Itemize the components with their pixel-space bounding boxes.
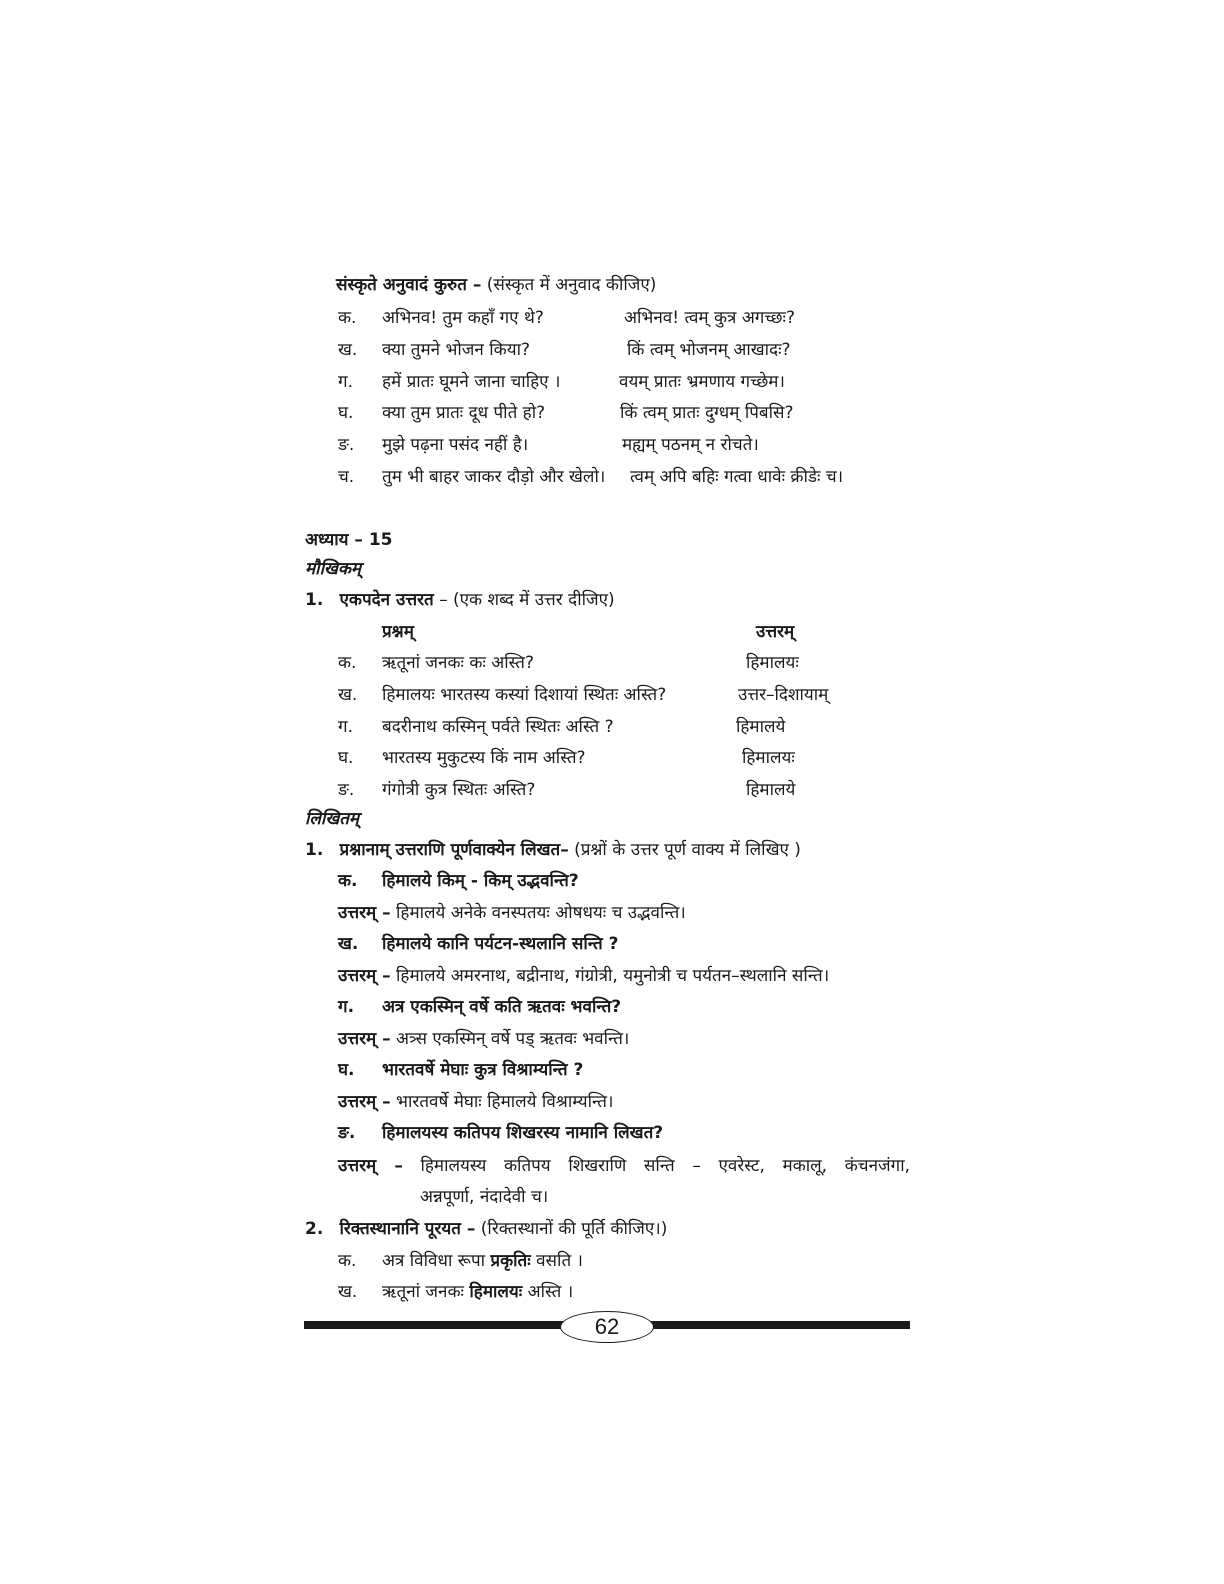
oral-answer: हिमालयः: [742, 748, 795, 768]
fill-after: वसति ।: [530, 1251, 583, 1271]
translate-sanskrit: किं त्वम् भोजनम् आखादः?: [627, 340, 791, 360]
written-answer-line: [338, 1089, 613, 1112]
translate-marker: घ.: [338, 403, 354, 423]
oral-question: बदरीनाथ कस्मिन् पर्वते स्थितः अस्ति ?: [382, 717, 614, 737]
fill-after: अस्ति ।: [522, 1282, 574, 1302]
translate-hindi: अभिनव! तुम कहाँ गए थे?: [382, 308, 544, 328]
written-answer-line: [338, 1026, 629, 1049]
fill-sentence: [382, 1248, 583, 1271]
written-answer: भारतवर्षे मेघाः हिमालये विश्राम्यन्ति।: [396, 1092, 614, 1112]
oral-answer: हिमालये: [746, 780, 796, 800]
oral-marker: ङ.: [338, 780, 355, 800]
fill-q-note: (रिक्तस्थानों की पूर्ति कीजिए।): [480, 1219, 668, 1239]
oral-q-heading: एकपदेन उत्तरत: [339, 590, 434, 610]
written-question: हिमालये किम् - किम् उद्भवन्ति?: [382, 871, 579, 891]
translate-marker: च.: [338, 467, 355, 487]
oral-answer: उत्तर–दिशायाम्: [738, 685, 829, 705]
fill-marker: ख.: [338, 1282, 358, 1302]
translate-sanskrit: त्वम् अपि बहिः गत्वा धावेः क्रीडेः च।: [630, 467, 844, 487]
translate-sanskrit: मह्यम् पठनम् न रोचते।: [622, 435, 759, 455]
translate-sanskrit: वयम् प्रातः भ्रमणाय गच्छेम।: [619, 372, 785, 392]
translate-hindi: क्या तुम प्रातः दूध पीते हो?: [382, 403, 546, 423]
fill-before: अत्र विविधा रूपा: [382, 1251, 491, 1271]
oral-answer: हिमालये: [736, 717, 786, 737]
oral-question-heading: [305, 587, 615, 610]
written-question: हिमालयस्य कतिपय शिखरस्य नामानि लिखत?: [382, 1123, 664, 1143]
fill-question-heading: [305, 1216, 667, 1239]
written-question-heading: [305, 837, 801, 860]
page-number: 62: [594, 1314, 620, 1339]
oral-answer: हिमालयः: [746, 653, 799, 673]
fill-marker: क.: [338, 1251, 357, 1271]
written-q-note: (प्रश्नों के उत्तर पूर्ण वाक्य में लिखिए ): [574, 840, 801, 860]
translate-section-heading: [336, 272, 656, 295]
written-q-heading: प्रश्नानाम् उत्तराणि पूर्णवाक्येन लिखत–: [339, 840, 569, 860]
written-marker: ख.: [338, 934, 359, 954]
translate-hindi: क्या तुमने भोजन किया?: [382, 340, 531, 360]
oral-question: ऋतूनां जनकः कः अस्ति?: [382, 653, 534, 673]
written-answer: हिमालये अनेके वनस्पतयः ओषधयः च उद्भवन्ति।: [396, 903, 686, 923]
oral-question: हिमालयः भारतस्य कस्यां दिशायां स्थितः अस्ति?: [382, 685, 667, 705]
fill-q-heading: रिक्तस्थानानि पूरयत –: [339, 1219, 476, 1239]
translate-hindi: मुझे पढ़ना पसंद नहीं है।: [382, 435, 529, 455]
translate-heading: संस्कृते अनुवादं कुरुत –: [336, 275, 482, 295]
oral-marker: घ.: [338, 748, 354, 768]
fill-answer: हिमालयः: [469, 1282, 523, 1302]
answer-label: उत्तरम् –: [338, 1092, 391, 1112]
written-question: भारतवर्षे मेघाः कुत्र विश्राम्यन्ति ?: [382, 1060, 584, 1080]
written-question: हिमालये कानि पर्यटन-स्थलानि सन्ति ?: [382, 934, 619, 954]
translate-marker: ग.: [338, 372, 353, 392]
written-marker: क.: [338, 871, 358, 891]
page-number-badge: [560, 1311, 654, 1343]
translate-sanskrit: किं त्वम् प्रातः दुग्धम् पिबसि?: [620, 403, 794, 423]
written-answer-continued: अन्नपूर्णा, नंदादेवी च।: [420, 1187, 549, 1207]
oral-marker: ग.: [338, 717, 353, 737]
written-q-number: 1.: [305, 840, 324, 860]
fill-before: ऋतूनां जनकः: [382, 1282, 470, 1302]
answer-label: उत्तरम् –: [338, 966, 391, 986]
written-answer-line: [338, 963, 829, 986]
written-answer: हिमालये अमरनाथ, बद्रीनाथ, गंग्रोत्री, यमुनोत्री च पर्यतन–स्थलानि सन्ति।: [396, 966, 830, 986]
written-marker: ग.: [338, 997, 355, 1017]
translate-hindi: तुम भी बाहर जाकर दौड़ो और खेलो।: [382, 467, 606, 487]
written-answer: हिमालयस्य कतिपय शिखराणि सन्ति – एवरेस्ट, मकालू, कंचनजंगा,: [420, 1156, 911, 1176]
fill-sentence: [382, 1279, 573, 1302]
written-title: लिखितम्: [305, 809, 360, 829]
written-answer-line: [338, 900, 686, 923]
translate-marker: ङ.: [338, 435, 355, 455]
oral-question: गंगोत्री कुत्र स्थितः अस्ति?: [382, 780, 536, 800]
translate-sanskrit: अभिनव! त्वम् कुत्र अगच्छः?: [624, 308, 796, 328]
oral-marker: ख.: [338, 685, 358, 705]
oral-title: मौखिकम्: [305, 559, 362, 579]
translate-heading-note: (संस्कृत में अनुवाद कीजिए): [486, 275, 657, 295]
translate-marker: ख.: [338, 340, 358, 360]
translate-marker: क.: [338, 308, 357, 328]
translate-hindi: हमें प्रातः घूमने जाना चाहिए ।: [382, 372, 561, 392]
written-marker: घ.: [338, 1060, 355, 1080]
oral-question: भारतस्य मुकुटस्य किं नाम अस्ति?: [382, 748, 586, 768]
oral-q-note: – (एक शब्द में उत्तर दीजिए): [439, 590, 615, 610]
written-marker: ङ.: [338, 1123, 356, 1143]
answer-label: उत्तरम् –: [338, 903, 391, 923]
fill-answer: प्रकृतिः: [490, 1251, 531, 1271]
written-question: अत्र एकस्मिन् वर्षे कति ऋतवः भवन्ति?: [382, 997, 622, 1017]
column-header-answer: उत्तरम्: [756, 622, 795, 642]
answer-label: उत्तरम् –: [338, 1029, 391, 1049]
oral-q-number: 1.: [305, 590, 324, 610]
written-answer-line: [338, 1153, 910, 1176]
answer-label: उत्तरम् –: [338, 1156, 403, 1176]
chapter-title: अध्याय – 15: [305, 530, 393, 550]
column-header-question: प्रश्नम्: [382, 622, 414, 642]
fill-q-number: 2.: [305, 1219, 324, 1239]
oral-marker: क.: [338, 653, 357, 673]
written-answer: अत्र्स एकस्मिन् वर्षे पड् ऋतवः भवन्ति।: [396, 1029, 630, 1049]
